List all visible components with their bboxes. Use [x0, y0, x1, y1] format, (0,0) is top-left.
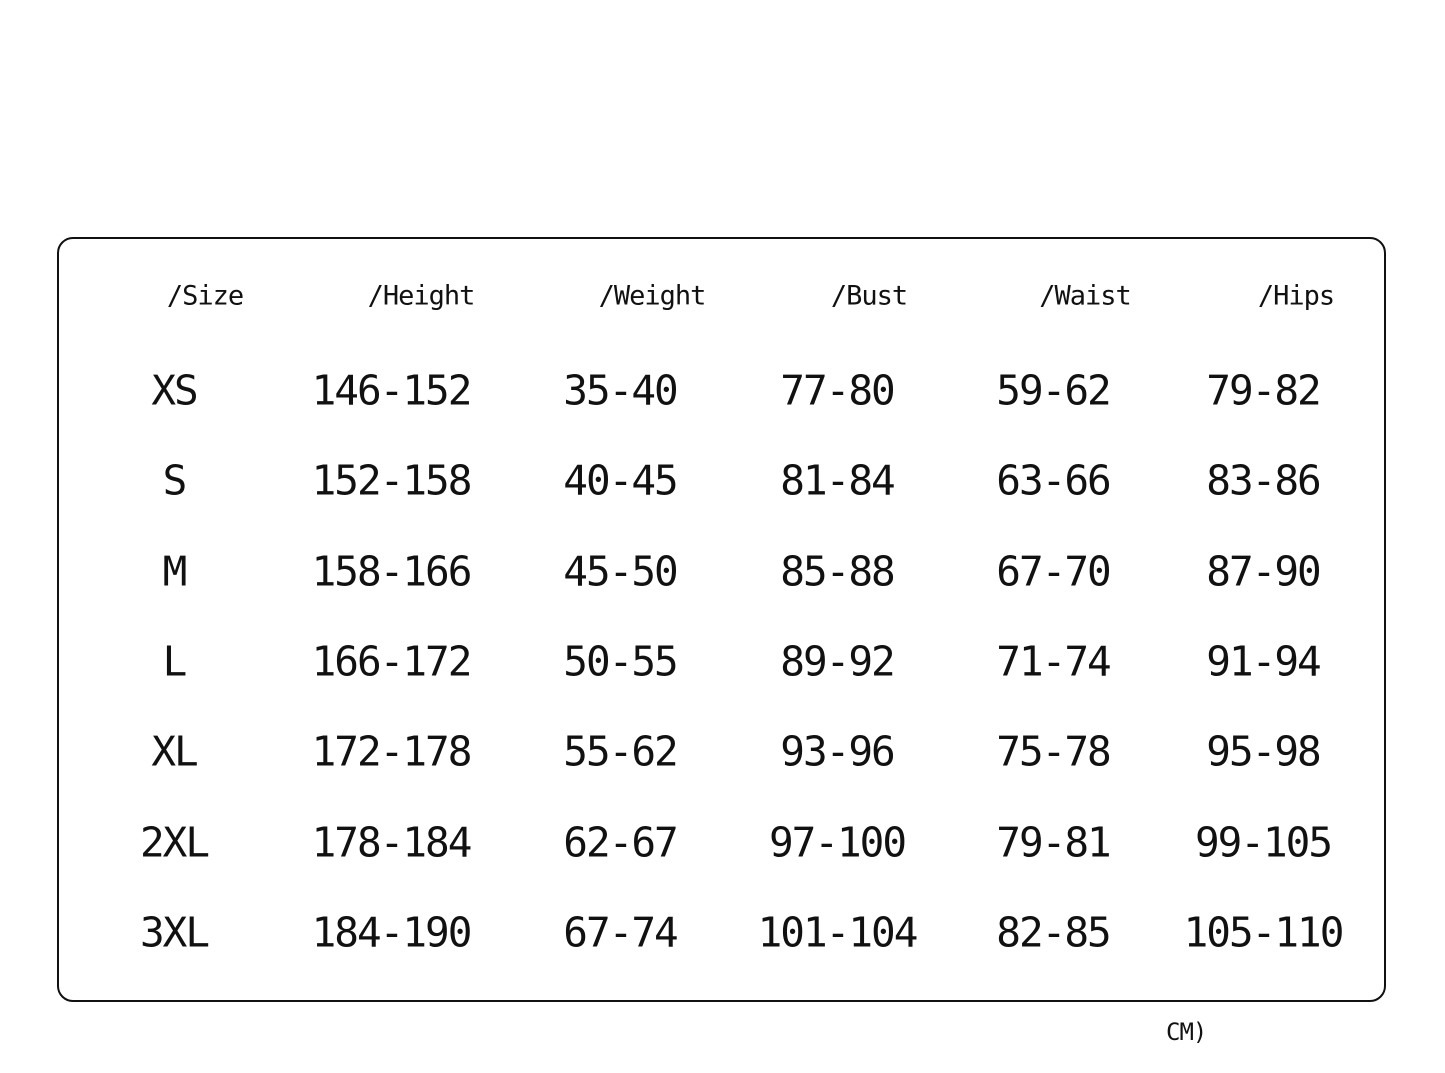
bust-cell: 101-104 — [757, 908, 917, 957]
size-cell: XS — [151, 366, 197, 415]
height-cell: 184-190 — [311, 908, 471, 957]
size-chart-table — [57, 237, 1386, 1002]
header-waist: /Waist — [1039, 280, 1131, 312]
hips-cell: 79-82 — [1206, 366, 1320, 415]
size-cell: 3XL — [139, 908, 209, 957]
hips-cell: 91-94 — [1206, 637, 1320, 686]
height-cell: 172-178 — [311, 727, 471, 776]
weight-cell: 55-62 — [563, 727, 677, 776]
waist-cell: 63-66 — [996, 456, 1110, 505]
bust-cell: 97-100 — [768, 818, 906, 867]
header-size: /Size — [166, 280, 244, 312]
weight-cell: 67-74 — [563, 908, 677, 957]
weight-cell: 35-40 — [563, 366, 677, 415]
hips-cell: 87-90 — [1206, 547, 1320, 596]
waist-cell: 71-74 — [996, 637, 1110, 686]
header-weight: /Weight — [598, 280, 706, 312]
hips-cell: 95-98 — [1206, 727, 1320, 776]
waist-cell: 79-81 — [996, 818, 1110, 867]
weight-cell: 40-45 — [563, 456, 677, 505]
hips-cell: 83-86 — [1206, 456, 1320, 505]
size-cell: M — [162, 547, 186, 596]
hips-cell: 105-110 — [1183, 908, 1343, 957]
header-hips: /Hips — [1257, 280, 1335, 312]
weight-cell: 62-67 — [563, 818, 677, 867]
weight-cell: 45-50 — [563, 547, 677, 596]
size-cell: XL — [151, 727, 197, 776]
size-cell: S — [162, 456, 186, 505]
unit-note: CM) — [1166, 1018, 1207, 1046]
height-cell: 158-166 — [311, 547, 471, 596]
waist-cell: 67-70 — [996, 547, 1110, 596]
bust-cell: 85-88 — [780, 547, 894, 596]
bust-cell: 77-80 — [780, 366, 894, 415]
bust-cell: 81-84 — [780, 456, 894, 505]
waist-cell: 82-85 — [996, 908, 1110, 957]
waist-cell: 75-78 — [996, 727, 1110, 776]
header-bust: /Bust — [830, 280, 908, 312]
waist-cell: 59-62 — [996, 366, 1110, 415]
hips-cell: 99-105 — [1194, 818, 1332, 867]
height-cell: 178-184 — [311, 818, 471, 867]
height-cell: 146-152 — [311, 366, 471, 415]
weight-cell: 50-55 — [563, 637, 677, 686]
height-cell: 152-158 — [311, 456, 471, 505]
size-cell: L — [162, 637, 186, 686]
bust-cell: 89-92 — [780, 637, 894, 686]
bust-cell: 93-96 — [780, 727, 894, 776]
size-cell: 2XL — [139, 818, 209, 867]
header-height: /Height — [367, 280, 475, 312]
height-cell: 166-172 — [311, 637, 471, 686]
